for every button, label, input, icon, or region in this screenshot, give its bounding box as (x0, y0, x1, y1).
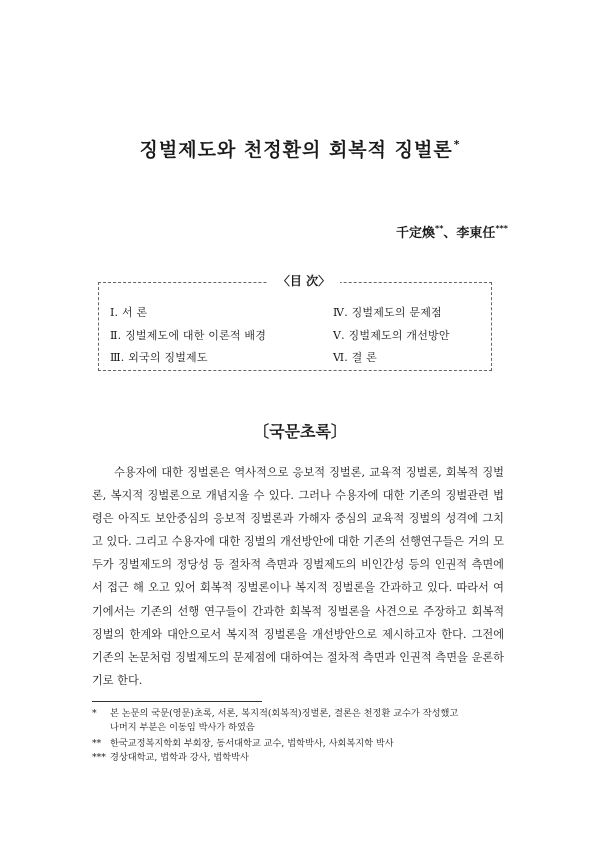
toc-item-6: Ⅵ. 결 론 (333, 351, 378, 364)
abstract-heading: 〔국문초록〕 (253, 422, 347, 441)
footnote-3-line1: 경상대학교, 법학과 강사, 법학박사 (110, 752, 249, 763)
author-2: 李東任 (456, 226, 496, 241)
footnote-1-mark: * (92, 708, 97, 719)
footnote-1-line1: 본 논문의 국문(영문)초록, 서론, 복지적(회복적)징벌론, 결론은 천정환 교수가 작성했고 (110, 708, 459, 719)
footnote-2-mark: ** (92, 738, 102, 749)
toc-item-5: Ⅴ. 징벌제도의 개선방안 (333, 329, 450, 342)
footnote-3-mark: *** (92, 752, 106, 763)
author-1-mark: ** (435, 224, 444, 233)
toc-item-2: Ⅱ. 징벌제도에 대한 이론적 배경 (110, 329, 267, 342)
footnote-rule (92, 701, 262, 702)
footnote-2 (92, 737, 512, 751)
author-1: 千定煥 (396, 226, 436, 241)
author-line (396, 222, 508, 241)
toc-heading: 〈目 次〉 (268, 270, 340, 292)
title-footnote-mark: * (453, 138, 461, 151)
author-separator: 、 (443, 226, 457, 241)
title-text: 징벌제도와 천정환의 회복적 징벌론 (139, 139, 453, 161)
toc-item-1: Ⅰ. 서 론 (110, 306, 148, 319)
abstract-body: 수용자에 대한 징벌론은 역사적으로 응보적 징벌론, 교육적 징벌론, 회복적 징벌론, 복지적 징벌론으로 개념지울 수 있다. 그러나 수용자에 대한 기존의 징벌관련 법령은 아직도 보안중심의 응보적 징벌론과 가해자 중심의 교육적 징벌의 성격에 그치고 있다. 그리고 수용자에 대한 징벌의 개선방안에 대한 기존의 선행연구들은 거의 모두가 징벌제도의 정당성 등 절차적 측면과 징벌제도의 비인간성 등의 인권적 측면에서 접근 해 오고 있어 회복적 징벌론이나 복지적 징벌론을 간과하고 있다. 따라서 여기에서는 기존의 선행 연구들이 간과한 회복적 징벌론을 사견으로 주장하고 회복적 징벌의 한계와 대안으로서 복지적 징벌론을 개선방안으로 제시하고자 한다. 그전에 기존의 논문처럼 징벌제도의 문제점에 대하여는 절차적 측면과 인권적 측면을 운론하기로 한다. (92, 466, 504, 687)
footnote-2-line1: 한국교정복지학회 부회장, 동서대학교 교수, 법학박사, 사회복지학 박사 (110, 738, 394, 749)
toc-item-4: Ⅳ. 징벌제도의 문제점 (333, 306, 442, 319)
paper-title (0, 135, 600, 162)
toc-item-3: Ⅲ. 외국의 징벌제도 (110, 351, 208, 364)
footnote-1-line2: 나머지 부분은 이동임 박사가 하였음 (110, 722, 255, 733)
author-2-mark: *** (495, 224, 508, 233)
footnote-3 (92, 751, 512, 765)
footnote-1 (92, 707, 512, 735)
